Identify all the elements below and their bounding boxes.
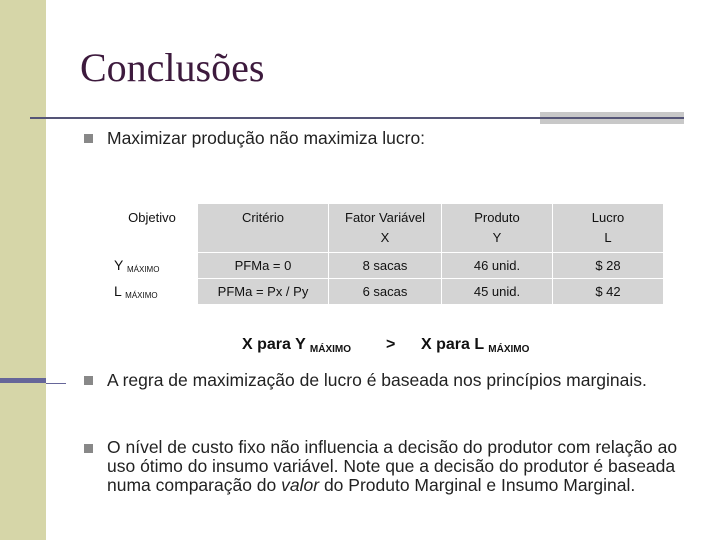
square-bullet-icon [84,376,93,385]
row-objective [106,279,198,305]
square-bullet-icon [84,134,93,143]
cell-criterio: PFMa = 0 [198,253,329,279]
table-header-row [106,204,664,253]
bullet-text: A regra de maximização de lucro é baseada nos princípios marginais. [107,370,647,390]
comparison-left [242,336,351,355]
bullet-text: Maximizar produção não maximiza lucro: [107,128,426,148]
header-label: Objetivo [128,210,176,225]
cell-fator: 8 sacas [329,253,442,279]
left-band-accent-line [46,383,66,384]
comparison-left-text: X para Y [242,336,306,353]
bullet-text-part: O nível de custo fixo não influencia a decisão do produtor com relação ao uso ótimo do insumo variável. Note que a decisão do produtor é baseada numa comparação do [107,437,678,495]
row-variable: L [114,283,122,299]
header-label: Lucro [591,210,625,225]
cell-lucro: $ 28 [553,253,664,279]
comparison-right-subscript: MÁXIMO [488,344,530,355]
row-variable: Y [114,257,124,273]
header-objetivo [106,204,198,253]
table-row [106,279,664,305]
bullet-text [107,438,682,495]
header-lucro [553,204,664,253]
header-label: Critério [242,210,284,225]
comparison-table [106,204,664,305]
header-produto [442,204,553,253]
header-criterio [198,204,329,253]
cell-lucro: $ 42 [553,279,664,305]
header-fator [329,204,442,253]
row-subscript: MÁXIMO [126,265,160,274]
table-row [106,253,664,279]
bullet-text-emphasis: valor [281,475,320,495]
header-sublabel: X [380,230,390,245]
comparison-operator: > [386,336,396,353]
header-sublabel: Y [492,230,502,245]
comparison-right [421,336,529,355]
left-band-accent [0,378,46,383]
header-sublabel: L [604,230,612,245]
bullet-text-part: do Produto Marginal e Insumo Marginal. [319,475,636,495]
square-bullet-icon [84,444,93,453]
cell-fator: 6 sacas [329,279,442,305]
comparison-left-subscript: MÁXIMO [309,344,352,355]
row-objective [106,253,198,279]
cell-criterio: PFMa = Px / Py [198,279,329,305]
comparison-right-text: X para L [421,336,484,353]
row-subscript: MÁXIMO [125,291,158,300]
title-rule-accent-line [540,117,684,119]
header-label: Produto [474,210,520,225]
slide-title: Conclusões [80,45,265,90]
cell-produto: 46 unid. [442,253,553,279]
cell-produto: 45 unid. [442,279,553,305]
left-decorative-band [0,0,46,540]
header-label: Fator Variável [345,210,425,225]
